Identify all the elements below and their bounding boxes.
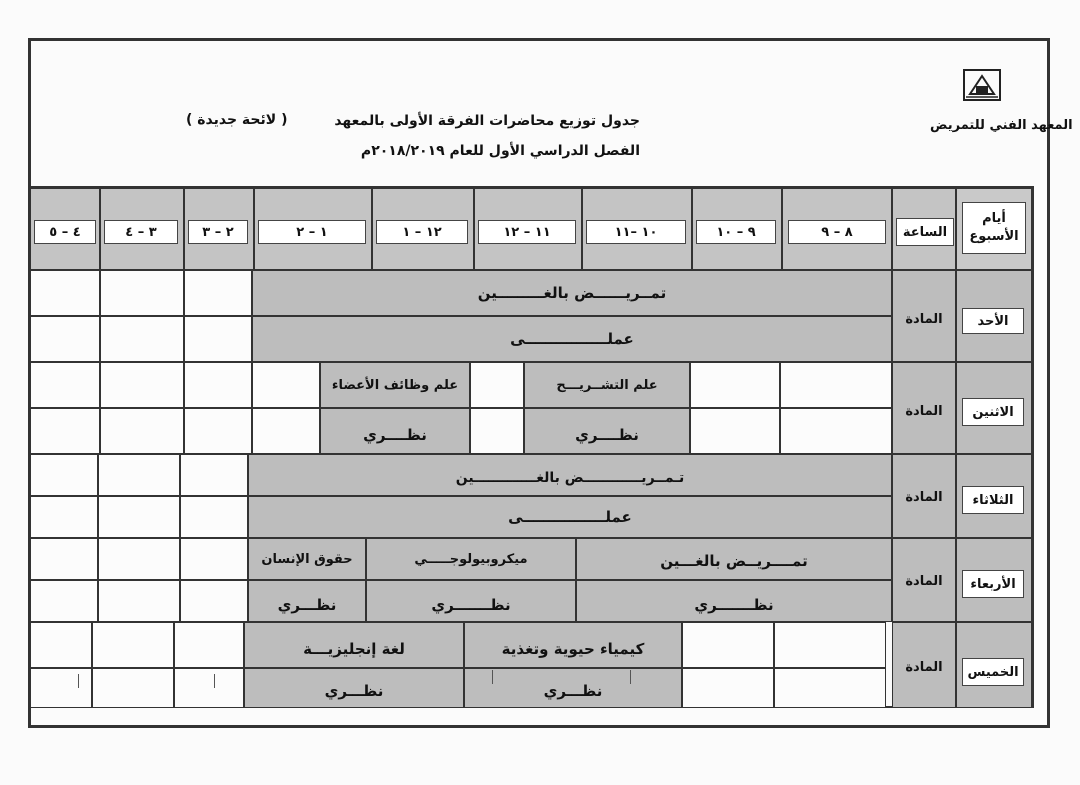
day-tuesday: الثلاثاء bbox=[962, 486, 1024, 514]
wednesday-subject-2-type: نظـــــــري bbox=[431, 596, 511, 614]
monday-subject-2-type: نظــــري bbox=[363, 426, 427, 444]
subject-label: المادة bbox=[905, 660, 943, 675]
wednesday-subject-1: تمــــريــض بالغـــين bbox=[660, 552, 808, 570]
empty-cell bbox=[92, 622, 174, 668]
institute-logo bbox=[962, 68, 1002, 102]
empty-cell bbox=[180, 538, 248, 580]
empty-cell bbox=[174, 622, 244, 668]
empty-cell bbox=[100, 316, 184, 362]
subject-label: المادة bbox=[905, 490, 943, 505]
pen-mark bbox=[630, 670, 631, 684]
time-slot-6: ١ – ٢ bbox=[258, 220, 366, 244]
empty-cell bbox=[98, 496, 180, 538]
empty-cell bbox=[30, 538, 98, 580]
empty-cell bbox=[30, 454, 98, 496]
regulation-note: ( لائحة جديدة ) bbox=[186, 112, 288, 128]
time-slot-9: ٤ – ٥ bbox=[34, 220, 96, 244]
empty-cell bbox=[30, 668, 92, 708]
empty-cell bbox=[100, 270, 184, 316]
empty-cell bbox=[252, 362, 320, 408]
empty-cell bbox=[470, 362, 524, 408]
tuesday-type: عملــــــــــــــــى bbox=[508, 508, 632, 526]
semester-title: الفصل الدراسي الأول للعام ٢٠١٨/٢٠١٩م bbox=[360, 143, 640, 159]
empty-cell bbox=[184, 362, 252, 408]
pen-mark bbox=[492, 670, 493, 684]
empty-cell bbox=[470, 408, 524, 454]
empty-cell bbox=[184, 270, 252, 316]
empty-cell bbox=[30, 408, 100, 454]
time-slot-7: ٢ – ٣ bbox=[188, 220, 248, 244]
sunday-subject: تمــريــــــض بالغـــــــــين bbox=[477, 284, 667, 302]
empty-cell bbox=[30, 622, 92, 668]
thursday-subject-1: كيمياء حيوية وتغذية bbox=[501, 640, 645, 658]
empty-cell bbox=[180, 454, 248, 496]
empty-cell bbox=[30, 362, 100, 408]
pen-mark bbox=[78, 674, 79, 688]
subject-label: المادة bbox=[905, 312, 943, 327]
empty-cell bbox=[184, 408, 252, 454]
time-slot-2: ٩ – ١٠ bbox=[696, 220, 776, 244]
wednesday-subject-2: ميكروبيولوجـــــي bbox=[414, 552, 528, 567]
empty-cell bbox=[30, 580, 98, 622]
empty-cell bbox=[98, 580, 180, 622]
empty-cell bbox=[100, 408, 184, 454]
sunday-type: عملــــــــــــــــى bbox=[510, 330, 634, 348]
monday-subject-2: علم وظائف الأعضاء bbox=[331, 378, 459, 393]
empty-cell bbox=[774, 622, 886, 668]
empty-cell bbox=[30, 496, 98, 538]
empty-cell bbox=[184, 316, 252, 362]
empty-cell bbox=[682, 668, 774, 708]
day-sunday: الأحد bbox=[962, 308, 1024, 334]
empty-cell bbox=[174, 668, 244, 708]
empty-cell bbox=[780, 362, 892, 408]
day-monday: الاثنين bbox=[962, 398, 1024, 426]
thursday-subject-1-type: نظـــري bbox=[543, 682, 603, 700]
institute-name: المعهد الفني للتمريض bbox=[930, 118, 1073, 133]
tuesday-subject: تـمــريــــــــــــض بالغـــــــــــــين bbox=[455, 470, 685, 486]
hour-header: الساعة bbox=[896, 218, 954, 246]
wednesday-subject-3-type: نظـــري bbox=[277, 596, 337, 614]
empty-cell bbox=[30, 270, 100, 316]
time-slot-8: ٣ – ٤ bbox=[104, 220, 178, 244]
empty-cell bbox=[780, 408, 892, 454]
schedule-table bbox=[28, 186, 1034, 708]
empty-cell bbox=[682, 622, 774, 668]
empty-cell bbox=[252, 408, 320, 454]
time-slot-5: ١٢ – ١ bbox=[376, 220, 468, 244]
subject-label: المادة bbox=[905, 404, 943, 419]
empty-cell bbox=[98, 538, 180, 580]
day-thursday: الخميس bbox=[962, 658, 1024, 686]
days-header: أيام الأسبوع bbox=[962, 202, 1026, 254]
schedule-title: جدول توزيع محاضرات الفرقة الأولى بالمعهد bbox=[334, 113, 640, 129]
time-slot-3: ١٠ –١١ bbox=[586, 220, 686, 244]
empty-cell bbox=[100, 362, 184, 408]
monday-subject-1-type: نظــــري bbox=[575, 426, 639, 444]
time-slot-1: ٨ – ٩ bbox=[788, 220, 886, 244]
wednesday-subject-3: حقوق الإنسان bbox=[261, 552, 353, 567]
subject-label: المادة bbox=[905, 574, 943, 589]
empty-cell bbox=[92, 668, 174, 708]
empty-cell bbox=[690, 408, 780, 454]
empty-cell bbox=[180, 496, 248, 538]
empty-cell bbox=[180, 580, 248, 622]
empty-cell bbox=[690, 362, 780, 408]
empty-cell bbox=[30, 316, 100, 362]
empty-cell bbox=[774, 668, 886, 708]
pen-mark bbox=[214, 674, 215, 688]
time-slot-4: ١١ – ١٢ bbox=[478, 220, 576, 244]
thursday-subject-2-type: نظـــري bbox=[324, 682, 384, 700]
thursday-subject-2: لغة إنجليزيـــة bbox=[303, 640, 405, 658]
wednesday-subject-1-type: نظـــــــري bbox=[694, 596, 774, 614]
day-wednesday: الأربعاء bbox=[962, 570, 1024, 598]
empty-cell bbox=[98, 454, 180, 496]
monday-subject-1: علم التشــريـــح bbox=[556, 378, 658, 393]
